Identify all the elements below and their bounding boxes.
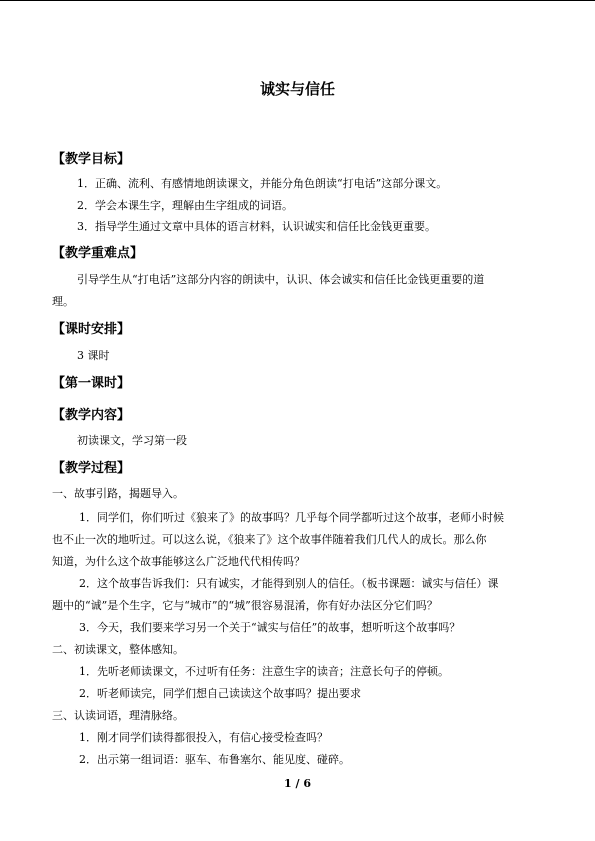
process-line: 3．今天，我们要来学习另一个关于“诚实与信任”的故事，想听听这个故事吗？ bbox=[79, 621, 461, 634]
content-text: 初读课文，学习第一段 bbox=[77, 434, 187, 447]
heading-schedule: 【课时安排】 bbox=[52, 322, 131, 337]
page-indicator: 1 / 6 bbox=[284, 777, 311, 790]
process-line: 三、认读词语，理清脉络。 bbox=[52, 709, 184, 722]
process-line: 二、初读课文，整体感知。 bbox=[52, 643, 184, 656]
process-line: 2．出示第一组词语：驱车、布鲁塞尔、能见度、碰碎。 bbox=[79, 753, 350, 766]
top-rule bbox=[0, 0, 595, 1]
process-line: 一、故事引路，揭题导入。 bbox=[52, 487, 184, 500]
heading-process: 【教学过程】 bbox=[52, 461, 131, 476]
heading-key-points: 【教学重难点】 bbox=[52, 246, 144, 261]
process-line: 1．刚才同学们读得都很投入，有信心接受检查吗？ bbox=[79, 731, 328, 744]
schedule-text: 3 课时 bbox=[77, 349, 110, 362]
heading-content: 【教学内容】 bbox=[52, 408, 131, 423]
key-points-line: 理。 bbox=[52, 295, 74, 308]
goal-item: 2．学会本课生字，理解由生字组成的词语。 bbox=[77, 199, 293, 212]
process-line: 2．这个故事告诉我们：只有诚实，才能得到别人的信任。（板书课题：诚实与信任）课 bbox=[79, 577, 499, 590]
process-line: 1．先听老师读课文，不过听有任务：注意生字的读音；注意长句子的停顿。 bbox=[79, 665, 449, 678]
goal-item: 1．正确、流利、有感情地朗读课文，并能分角色朗读“打电话”这部分课文。 bbox=[77, 177, 448, 190]
process-line: 题中的“诚”是个生字，它与“城市”的“城”很容易混淆，你有好办法区分它们吗？ bbox=[52, 599, 438, 612]
key-points-line: 引导学生从“打电话”这部分内容的朗读中，认识、体会诚实和信任比金钱更重要的道 bbox=[77, 273, 485, 286]
goal-item: 3．指导学生通过文章中具体的语言材料，认识诚实和信任比金钱更重要。 bbox=[77, 220, 436, 233]
page-title: 诚实与信任 bbox=[259, 80, 335, 98]
heading-goals: 【教学目标】 bbox=[52, 152, 131, 167]
process-line: 1．同学们，你们听过《狼来了》的故事吗？几乎每个同学都听过这个故事，老师小时候 bbox=[79, 511, 504, 524]
heading-first-lesson: 【第一课时】 bbox=[52, 376, 131, 391]
process-line: 2．听老师读完，同学们想自己读读这个故事吗？提出要求 bbox=[79, 687, 361, 700]
process-line: 也不止一次的地听过。可以这么说，《狼来了》这个故事伴随着我们几代人的成长。那么你 bbox=[52, 533, 487, 546]
process-line: 知道，为什么这个故事能够这么广泛地代代相传吗？ bbox=[52, 555, 305, 568]
